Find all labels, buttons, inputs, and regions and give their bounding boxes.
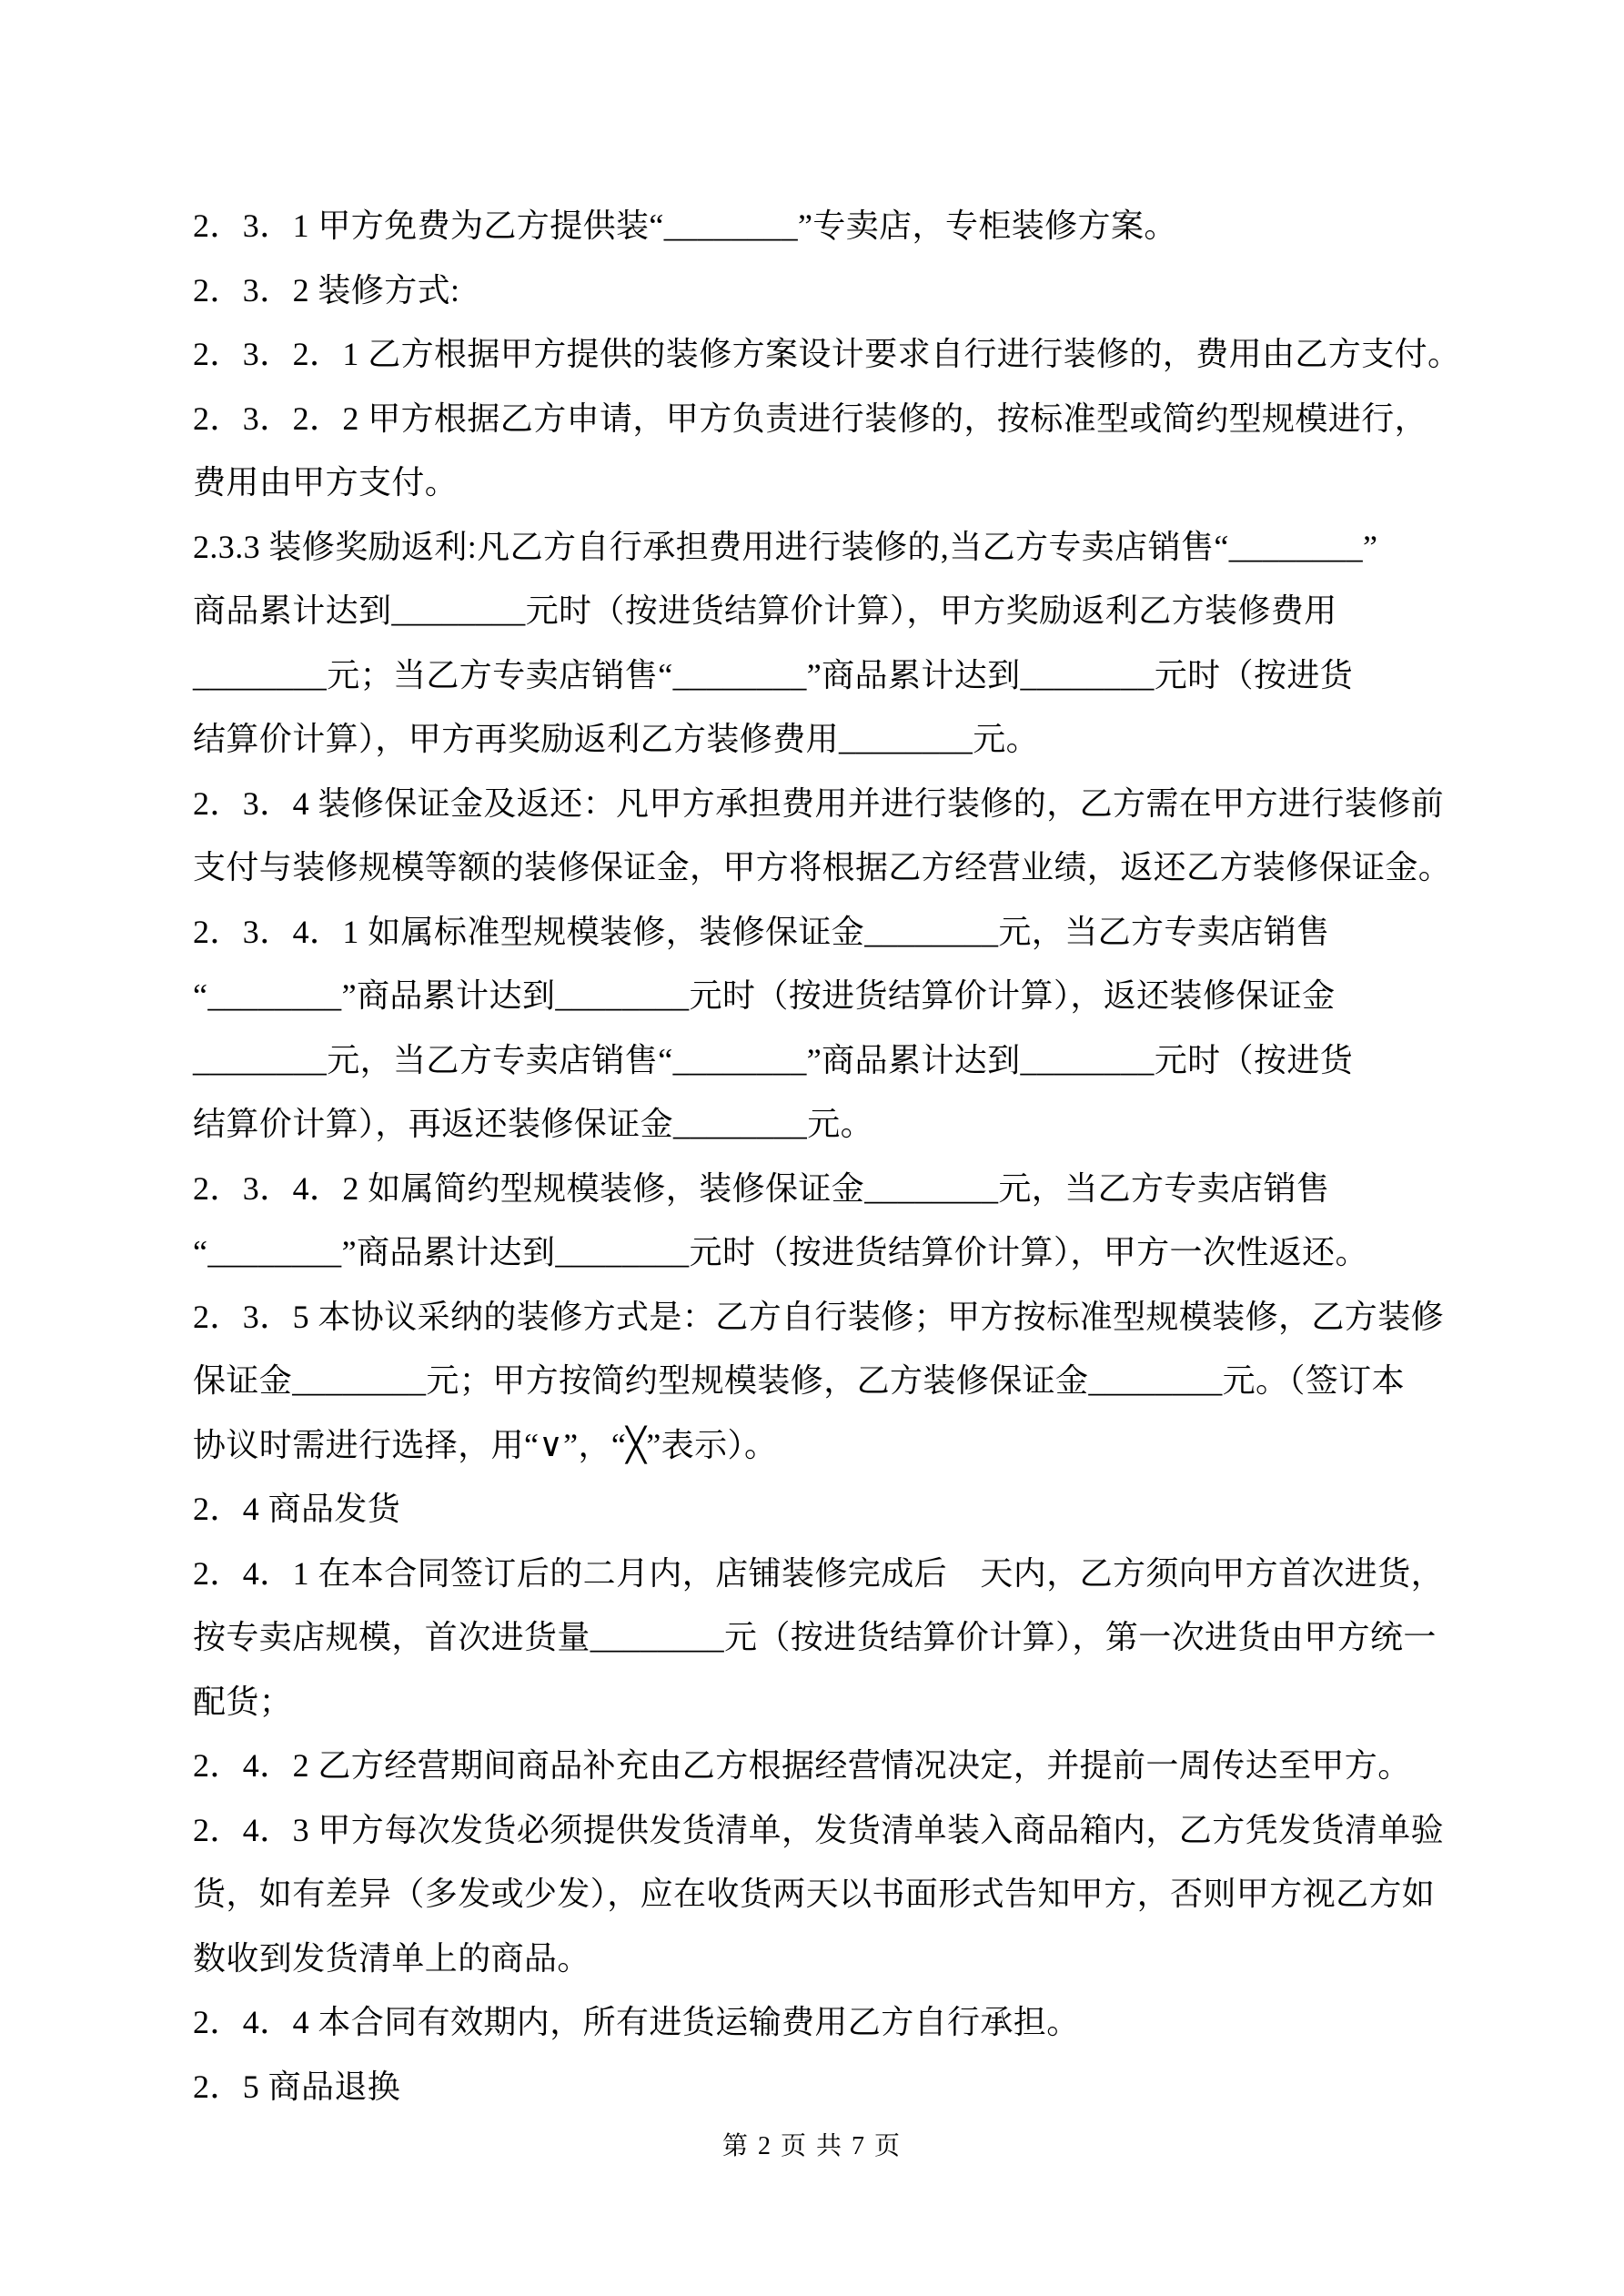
contract-line: ________元；当乙方专卖店销售“________”商品累计达到________元时（按进货 [193,656,1354,693]
contract-line: 2．3．5 本协议采纳的装修方式是：乙方自行装修；甲方按标准型规模装修，乙方装修 [193,1298,1445,1335]
contract-line: 支付与装修规模等额的装修保证金，甲方将根据乙方经营业绩，返还乙方装修保证金。 [193,849,1452,885]
contract-line: 结算价计算），甲方再奖励返利乙方装修费用________元。 [193,721,1040,757]
contract-body [193,194,1512,2119]
contract-line: 配货； [193,1683,293,1720]
contract-line: 数收到发货清单上的商品。 [193,1939,590,1977]
contract-line: 2．4．4 本合同有效期内，所有进货运输费用乙方自行承担。 [193,2004,1080,2040]
contract-line: “________”商品累计达到________元时（按进货结算价计算），甲方一次性返还。 [193,1234,1368,1270]
contract-line: 2．3．2．2 甲方根据乙方申请，甲方负责进行装修的，按标准型或简约型规模进行， [193,400,1428,437]
contract-line: 2．4．1 在本合同签订后的二月内，店铺装修完成后 天内，乙方须向甲方首次进货， [193,1554,1445,1592]
contract-line: 保证金________元；甲方按简约型规模装修，乙方装修保证金________元。（签订本 [193,1362,1406,1399]
contract-line: 2．3．2 装修方式: [193,271,460,308]
contract-line: 费用由甲方支付。 [193,464,459,501]
contract-line: 按专卖店规模，首次进货量________元（按进货结算价计算），第一次进货由甲方统一 [193,1619,1437,1655]
contract-line: 协议时需进行选择，用“∨”，“╳”表示）。 [193,1426,778,1463]
page-footer: 第 2 页 共 7 页 [721,2132,902,2160]
contract-line: “________”商品累计达到________元时（按进货结算价计算），返还装修保证金 [193,977,1336,1014]
contract-line: 2.3.3 装修奖励返利:凡乙方自行承担费用进行装修的,当乙方专卖店销售“________” [193,528,1378,565]
contract-line: 2．3．2．1 乙方根据甲方提供的装修方案设计要求自行进行装修的，费用由乙方支付。 [193,336,1461,372]
contract-line: 2．4．2 乙方经营期间商品补充由乙方根据经营情况决定，并提前一周传达至甲方。 [193,1747,1411,1784]
contract-line: 2．4 商品发货 [193,1491,401,1527]
contract-line: 2．4．3 甲方每次发货必须提供发货清单，发货清单装入商品箱内，乙方凭发货清单验 [193,1811,1445,1848]
contract-line: 2．3．4．2 如属简约型规模装修，装修保证金________元，当乙方专卖店销售 [193,1169,1330,1207]
contract-line: ________元，当乙方专卖店销售“________”商品累计达到________元时（按进货 [193,1041,1354,1078]
contract-line: 货，如有差异（多发或少发），应在收货两天以书面形式告知甲方，否则甲方视乙方如 [193,1876,1436,1912]
contract-line: 商品累计达到________元时（按进货结算价计算），甲方奖励返利乙方装修费用 [193,592,1337,629]
contract-line: 2．3．1 甲方免费为乙方提供装“________”专卖店，专柜装修方案。 [193,207,1177,244]
contract-line: 2．5 商品退换 [193,2068,401,2105]
contract-line: 结算价计算），再返还装修保证金________元。 [193,1106,874,1142]
contract-line: 2．3．4．1 如属标准型规模装修，装修保证金________元，当乙方专卖店销售 [193,913,1330,950]
contract-line: 2．3．4 装修保证金及返还：凡甲方承担费用并进行装修的，乙方需在甲方进行装修前 [193,784,1445,822]
